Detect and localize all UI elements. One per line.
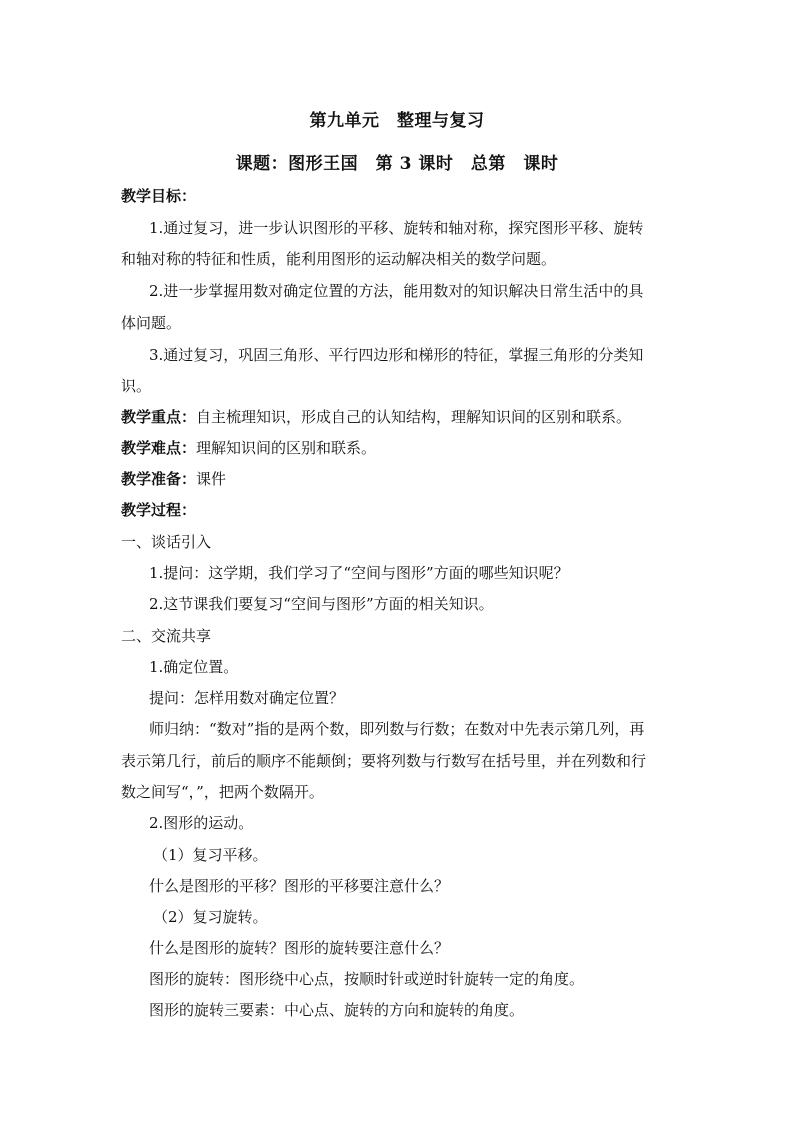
- key-points-label: 教学重点：: [121, 408, 197, 426]
- objective-line: 2.进一步掌握用数对确定位置的方法，能用数对的知识解决日常生活中的具: [149, 282, 644, 300]
- section2-line: 1.确定位置。: [149, 658, 239, 676]
- difficulties: [121, 438, 681, 458]
- key-points: [121, 407, 681, 427]
- difficulties-text: 理解知识间的区别和联系。: [196, 439, 377, 457]
- objective-line: 体问题。: [121, 314, 182, 332]
- preparation-label: 教学准备：: [121, 470, 197, 488]
- section2-line: 师归纳：“数对”指的是两个数，即列数与行数；在数对中先表示第几列，再: [149, 720, 645, 738]
- section2-line: （1）复习平移。: [153, 846, 268, 864]
- section-heading: 一、谈话引入: [121, 533, 212, 551]
- objectives-heading: 教学目标：: [121, 187, 197, 205]
- objective-line: 3.通过复习，巩固三角形、平行四边形和梯形的特征，掌握三角形的分类知: [149, 346, 644, 364]
- unit-title: 第九单元 整理与复习: [309, 111, 485, 131]
- section2-line: 提问：怎样用数对确定位置？: [149, 689, 345, 707]
- section2-line: 数之间写“，”，把两个数隔开。: [121, 783, 324, 801]
- preparation-text: 课件: [196, 470, 227, 488]
- key-points-text: 自主梳理知识，形成自己的认知结构，理解知识间的区别和联系。: [196, 408, 632, 426]
- section1-line: 2.这节课我们要复习“空间与图形”方面的相关知识。: [149, 595, 494, 613]
- objective-line: 识。: [121, 377, 152, 395]
- section2-line: 什么是图形的平移？图形的平移要注意什么？: [149, 877, 450, 895]
- section2-line: 图形的旋转：图形绕中心点，按顺时针或逆时针旋转一定的角度。: [149, 970, 585, 988]
- section2-line: 什么是图形的旋转？图形的旋转要注意什么？: [149, 939, 450, 957]
- objective-line: 和轴对称的特征和性质，能利用图形的运动解决相关的数学问题。: [121, 250, 557, 268]
- section2-line: （2）复习旋转。: [153, 908, 268, 926]
- process-heading: 教学过程：: [121, 501, 197, 519]
- section2-line: 图形的旋转三要素：中心点、旋转的方向和旋转的角度。: [149, 1001, 525, 1019]
- objective-line: 1.通过复习，进一步认识图形的平移、旋转和轴对称，探究图形平移、旋转: [149, 219, 644, 237]
- difficulties-label: 教学难点：: [121, 439, 197, 457]
- section-heading: 二、交流共享: [121, 627, 212, 645]
- section2-line: 2.图形的运动。: [149, 814, 254, 832]
- section1-line: 1.提问：这学期，我们学习了“空间与图形”方面的哪些知识呢？: [149, 564, 569, 582]
- lesson-title: 课题：图形王国 第 3 课时 总第 课时: [235, 154, 559, 174]
- section2-line: 表示第几行，前后的顺序不能颠倒；要将列数与行数写在括号里，并在列数和行: [121, 752, 647, 770]
- preparation: [121, 469, 681, 489]
